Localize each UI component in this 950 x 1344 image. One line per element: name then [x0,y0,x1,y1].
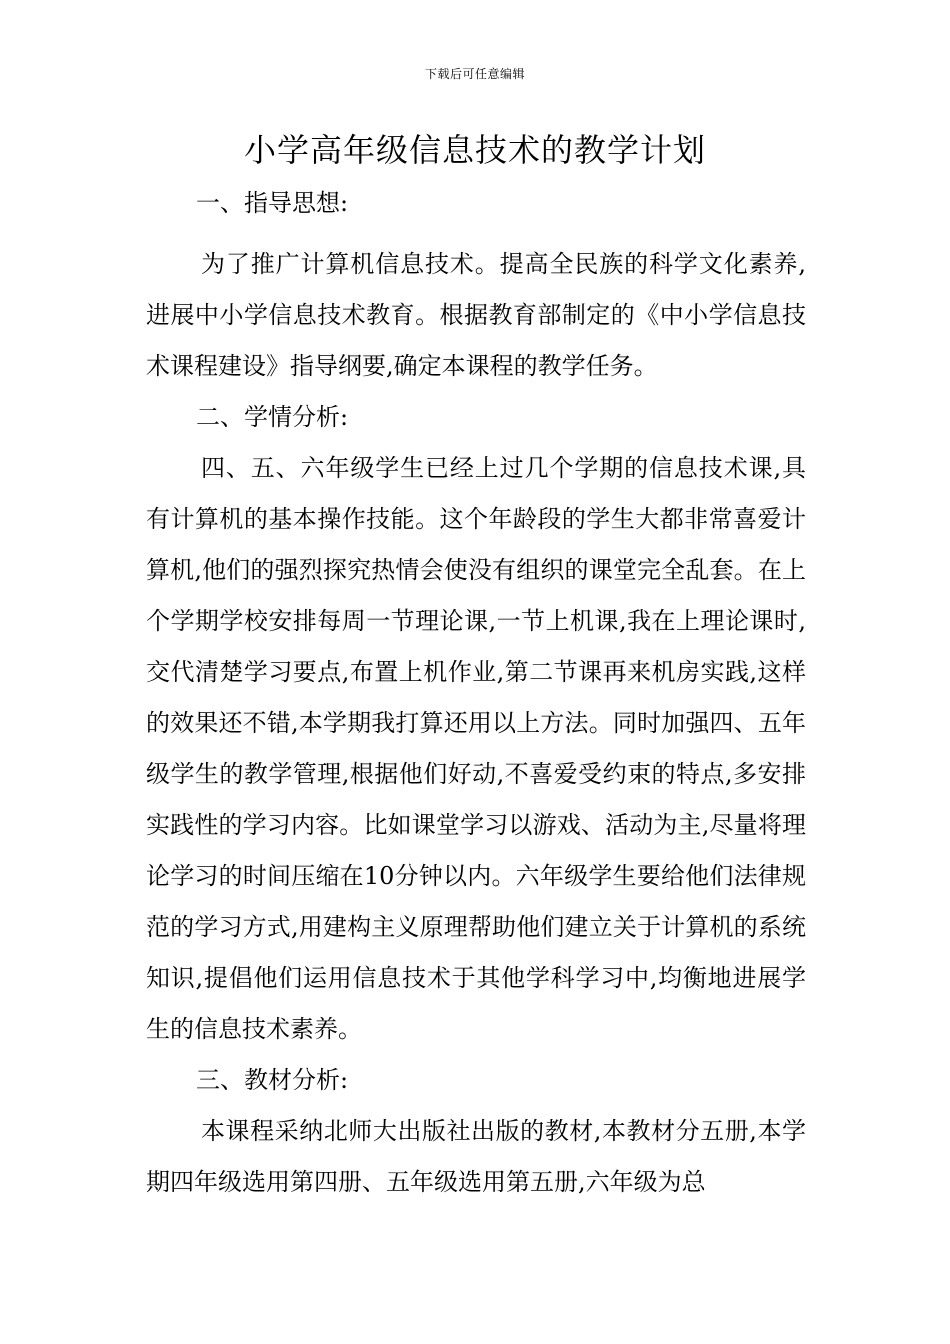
document-body [146,178,806,1208]
section-heading-textbook-analysis: 三、教材分析: [196,1066,349,1094]
section-paragraph-student-analysis: 四、五、六年级学生已经上过几个学期的信息技术课,具有计算机的基本操作技能。这个年龄段的学生大都非常喜爱计算机,他们的强烈探究热情会使没有组织的课堂完全乱套。在上个学期学校安排每周一节理论课,一节上机课,我在上理论课时,交代清楚学习要点,布置上机作业,第二节课再来机房实践,这样的效果还不错,本学期我打算还用以上方法。同时加强四、五年级学生的教学管理,根据他们好动,不喜爱受约束的特点,多安排实践性的学习内容。比如课堂学习以游戏、活动为主,尽量将理论学习的时间压缩在10分钟以内。六年级学生要给他们法律规范的学习方式,用建构主义原理帮助他们建立关于计算机的系统知识,提倡他们运用信息技术于其他学科学习中,均衡地进展学生的信息技术素养。 [146,454,806,1043]
document-title: 小学高年级信息技术的教学计划 [243,131,706,169]
section-paragraph-textbook-analysis: 本课程采纳北师大出版社出版的教材,本教材分五册,本学期四年级选用第四册、五年级选用第五册,六年级为总 [146,1117,806,1196]
section-heading-student-analysis: 二、学情分析: [196,403,349,431]
header-note: 下载后可任意编辑 [424,67,525,81]
section-heading-guiding-ideology: 一、指导思想: [196,189,349,217]
section-paragraph-guiding-ideology: 为了推广计算机信息技术。提高全民族的科学文化素养,进展中小学信息技术教育。根据教育部制定的《中小学信息技术课程建设》指导纲要,确定本课程的教学任务。 [146,250,806,380]
